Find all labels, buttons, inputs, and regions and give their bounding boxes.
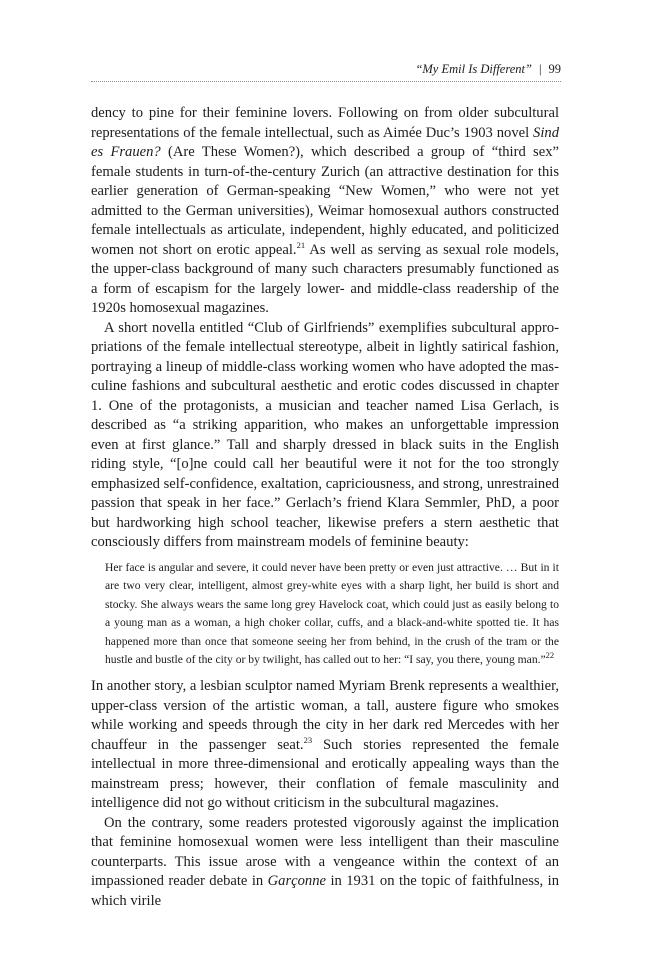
paragraph-4 bbox=[91, 814, 559, 912]
block-quote bbox=[105, 559, 559, 671]
paragraph-1 bbox=[91, 104, 559, 319]
paragraph-text: In another story, a lesbian sculptor named Myriam Brenk represents a wealthier, upper-class version of the artistic woman, a tall, austere figure who smokes while working and speeds through the city in her dark red Mercedes with her chauffeur in the passenger seat. bbox=[91, 678, 559, 753]
paragraph-text: in 1931 on the topic of faithfulness, in which virile bbox=[91, 873, 559, 909]
magazine-title-italic: Garçonne bbox=[267, 873, 327, 890]
page-number: 99 bbox=[548, 62, 561, 76]
paragraph-text: Such stories represented the female intellectual in more three-dimensional and erotically appealing ways than the mainstream press; however, their conflation of female masculinity and intelligence did not go without criticism in the subcultural magazines. bbox=[91, 736, 559, 812]
footnote-marker: 23 bbox=[303, 734, 313, 745]
paragraph-text: On the contrary, some readers protested vigorously against the implication that feminine homosexual women were less intelligent than their masculine counterparts. This issue arose with a vengeance within the context of an impassioned reader debate in bbox=[91, 814, 559, 890]
paragraph-text: dency to pine for their feminine lovers. Following on from older subcultural representations of the female intellectual, such as Aimée Duc’s 1903 novel bbox=[91, 105, 559, 141]
running-title: “My Emil Is Different” bbox=[415, 62, 532, 76]
paragraph-2 bbox=[91, 319, 559, 553]
body-text bbox=[91, 104, 559, 911]
book-title-italic: Sind es Frauen? bbox=[91, 124, 559, 160]
header-separator: | bbox=[538, 62, 542, 76]
paragraph-3 bbox=[91, 677, 559, 814]
paragraph-text: As well as serving as sexual role models, the upper-class background of many such characters presumably functioned as a form of escapism for the largely lower- and middle-class readership of the 1920s homosexual magazines. bbox=[91, 241, 559, 316]
footnote-marker: 22 bbox=[545, 650, 555, 661]
paragraph-text: (Are These Women?), which described a group of “third sex” female students in turn-of-the-century Zurich (an attractive destination for this earlier generation of German-speaking “New Women,” who were not yet admitted to the German universities), Weimar homosexual authors constructed female intellectuals as articulate, independent, highly educated, and politicized women not short on erotic appeal. bbox=[91, 144, 559, 258]
running-header-text bbox=[415, 61, 561, 77]
quote-text: Her face is angular and severe, it could never have been pretty or even just attractive. … But in it are two very clear, intelligent, almost grey-white eyes with a sharp light, her build is short and stocky. She always wears the same long grey Havelock coat, which could just as easily belong to a young man as a woman, a high choker collar, cuffs, and a black-and-white spotted tie. It has happened more than once that someone seeing her from behind, in the crush of the tram or the hustle and bustle of the city or by twilight, has called out to her: “I say, you there, young man.” bbox=[105, 560, 559, 667]
paragraph-text: A short novella entitled “Club of Girlfriends” exemplifies subcultural appropriations of the female intellectual stereotype, albeit in lightly satirical fashion, portraying a lineup of middle-class working women who have adopted the masculine fashions and subcultural aesthetic and erotic codes discussed in chapter 1. One of the protagonists, a musician and teacher named Lisa Gerlach, is described as “a striking apparition, who makes an unforgettable impression even at first glance.” Tall and sharply dressed in black suits in the English riding style, “[o]ne could call her beautiful were it not for the too strongly emphasized self-confidence, exaltation, capriciousness, and strong, unrestrained passion that speak in her face.” Gerlach’s friend Klara Semmler, PhD, a poor but hardworking high school teacher, likewise prefers a stern aesthetic that consciously differs from mainstream models of feminine beauty: bbox=[91, 319, 559, 550]
running-header bbox=[91, 61, 561, 82]
footnote-marker: 21 bbox=[296, 239, 306, 250]
